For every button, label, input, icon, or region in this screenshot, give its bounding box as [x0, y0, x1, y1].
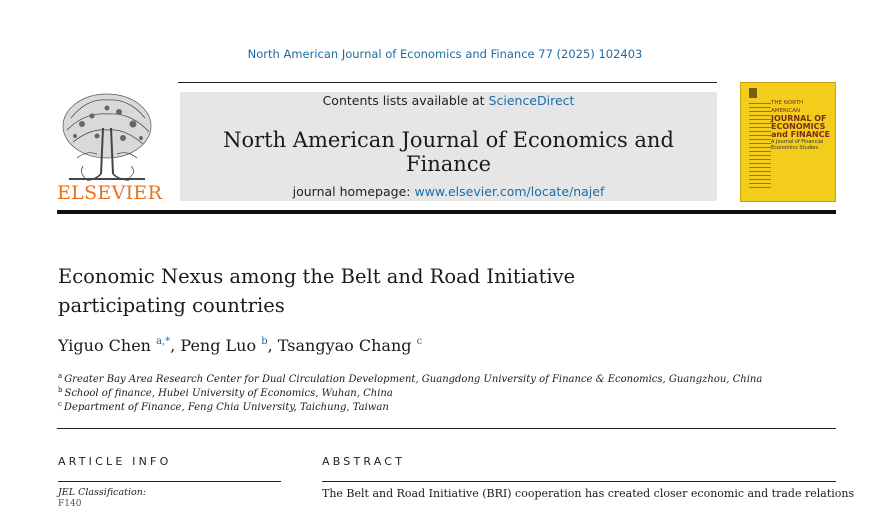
- contents-prefix: Contents lists available at: [322, 93, 489, 108]
- journal-cover-thumbnail[interactable]: [740, 82, 836, 202]
- journal-name: North American Journal of Economics and Finance: [223, 128, 674, 176]
- author-affiliation-marker[interactable]: a,*: [156, 336, 171, 347]
- affiliation-key: a: [58, 372, 63, 380]
- author-list: Yiguo Chen $^{a,*}$, Peng Luo $^b$, Tsangyao Chang $^c$: [58, 336, 423, 355]
- cover-decor-line: [749, 111, 771, 112]
- affiliation-key: b: [58, 386, 63, 394]
- affiliation-key: c: [58, 400, 62, 408]
- author-affiliation-marker[interactable]: c: [416, 336, 423, 347]
- cover-decor-line: [749, 107, 771, 108]
- cover-decor-line: [749, 115, 771, 116]
- journal-homepage-link[interactable]: www.elsevier.com/locate/najef: [414, 184, 605, 199]
- header-thick-rule: [57, 210, 836, 214]
- abstract-text: The Belt and Road Initiative (BRI) cooperation has created closer economic and trade relations: [322, 487, 855, 500]
- cover-decor-line: [749, 123, 771, 124]
- article-info-divider: [58, 481, 281, 482]
- cover-publisher-icon: [749, 88, 757, 98]
- cover-decor-line: [749, 135, 771, 136]
- cover-decor-line: [749, 159, 771, 160]
- cover-decor-line: [749, 131, 771, 132]
- cover-decor-line: [749, 187, 771, 188]
- header-top-rule: [178, 82, 717, 83]
- affiliation-text: Department of Finance, Feng Chia University, Taichung, Taiwan: [63, 402, 389, 413]
- cover-decor-line: [749, 155, 771, 156]
- affiliation-b: [58, 386, 393, 399]
- cover-decor-line: [749, 179, 771, 180]
- cover-title-line1: THE NORTH AMERICAN: [771, 100, 804, 114]
- author-affiliation-marker[interactable]: b: [261, 336, 268, 347]
- cover-title-line3: A Journal of Financial Economics Studies: [771, 139, 824, 151]
- author-name[interactable]: Peng Luo: [180, 336, 257, 355]
- article-title: Economic Nexus among the Belt and Road Initiative participating countries: [58, 265, 576, 317]
- abstract-heading: ABSTRACT: [322, 455, 406, 468]
- abstract-divider: [322, 481, 836, 482]
- elsevier-wordmark[interactable]: ELSEVIER: [57, 182, 163, 204]
- cover-decor-line: [749, 143, 771, 144]
- cover-decor-line: [749, 119, 771, 120]
- article-info-heading: ARTICLE INFO: [58, 455, 172, 468]
- author-name[interactable]: Tsangyao Chang: [277, 336, 412, 355]
- affiliation-text: School of finance, Hubei University of Economics, Wuhan, China: [64, 388, 393, 399]
- cover-decor-line: [749, 167, 771, 168]
- journal-citation: North American Journal of Economics and Finance 77 (2025) 102403: [247, 47, 643, 61]
- affiliation-a: [58, 372, 762, 385]
- cover-decor-line: [749, 183, 771, 184]
- jel-classification-label: JEL Classification:: [58, 487, 147, 498]
- cover-title-line2: JOURNAL OF ECONOMICS and FINANCE: [771, 114, 830, 139]
- journal-homepage-line: [180, 184, 717, 199]
- affiliation-c: [58, 400, 389, 413]
- cover-decor-line: [749, 171, 771, 172]
- author-name[interactable]: Yiguo Chen: [58, 336, 151, 355]
- cover-title: [771, 99, 833, 151]
- cover-decor-line: [749, 175, 771, 176]
- cover-decor-line: [749, 103, 771, 104]
- cover-decor-line: [749, 163, 771, 164]
- cover-decor-line: [749, 139, 771, 140]
- cover-decor-line: [749, 127, 771, 128]
- affiliation-text: Greater Bay Area Research Center for Dual Circulation Development, Guangdong University of Finance & Economics, Guangzhou, China: [64, 374, 763, 385]
- affiliation-divider: [57, 428, 836, 429]
- contents-available-line: [180, 93, 717, 108]
- sciencedirect-link[interactable]: ScienceDirect: [488, 93, 575, 108]
- cover-decor-line: [749, 147, 771, 148]
- jel-classification-code: F140: [58, 499, 82, 509]
- cover-decor-line: [749, 151, 771, 152]
- homepage-prefix: journal homepage:: [292, 184, 415, 199]
